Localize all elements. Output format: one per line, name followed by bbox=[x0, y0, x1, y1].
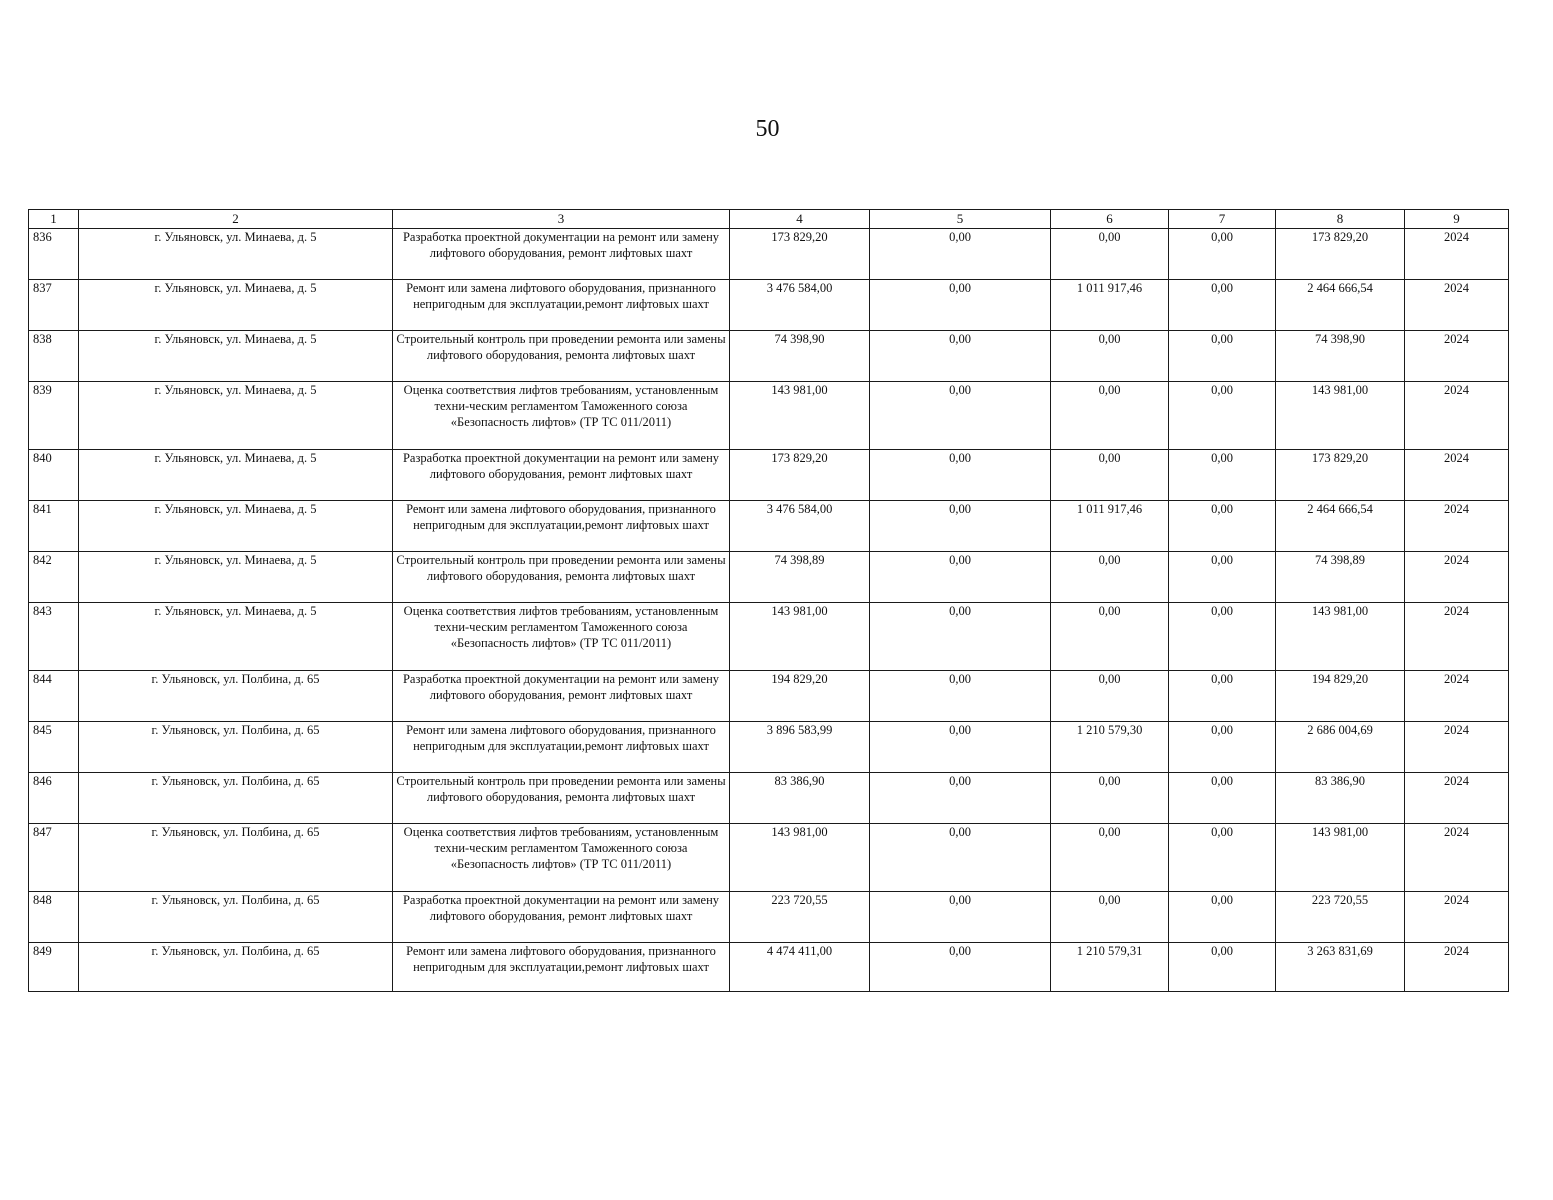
amount-cell: 223 720,55 bbox=[1276, 892, 1405, 943]
work-description-cell: Разработка проектной документации на ремонт или замену лифтового оборудования, ремонт лифтовых шахт bbox=[393, 229, 730, 280]
amount-cell: 0,00 bbox=[870, 501, 1051, 552]
amount-cell: 2 686 004,69 bbox=[1276, 722, 1405, 773]
amount-cell: 143 981,00 bbox=[730, 824, 870, 892]
work-description-cell: Строительный контроль при проведении ремонта или замены лифтового оборудования, ремонта лифтовых шахт bbox=[393, 331, 730, 382]
work-description-cell: Разработка проектной документации на ремонт или замену лифтового оборудования, ремонт лифтовых шахт bbox=[393, 892, 730, 943]
row-number: 847 bbox=[29, 824, 79, 892]
amount-cell: 0,00 bbox=[1169, 773, 1276, 824]
amount-cell: 0,00 bbox=[870, 943, 1051, 992]
amount-cell: 0,00 bbox=[870, 450, 1051, 501]
amount-cell: 0,00 bbox=[870, 331, 1051, 382]
amount-cell: 0,00 bbox=[1169, 450, 1276, 501]
row-number: 840 bbox=[29, 450, 79, 501]
table-row bbox=[29, 280, 1509, 331]
amount-cell: 143 981,00 bbox=[1276, 382, 1405, 450]
amount-cell: 3 476 584,00 bbox=[730, 280, 870, 331]
amount-cell: 1 011 917,46 bbox=[1051, 501, 1169, 552]
address-cell: г. Ульяновск, ул. Полбина, д. 65 bbox=[79, 943, 393, 992]
table-row bbox=[29, 824, 1509, 892]
amount-cell: 0,00 bbox=[1051, 382, 1169, 450]
table-row bbox=[29, 773, 1509, 824]
amount-cell: 0,00 bbox=[1169, 943, 1276, 992]
amount-cell: 0,00 bbox=[1051, 824, 1169, 892]
table-row bbox=[29, 943, 1509, 992]
amount-cell: 3 476 584,00 bbox=[730, 501, 870, 552]
works-table bbox=[28, 209, 1509, 992]
table-row bbox=[29, 331, 1509, 382]
row-number: 841 bbox=[29, 501, 79, 552]
amount-cell: 0,00 bbox=[1169, 722, 1276, 773]
address-cell: г. Ульяновск, ул. Минаева, д. 5 bbox=[79, 331, 393, 382]
column-header: 3 bbox=[393, 210, 730, 229]
column-header: 7 bbox=[1169, 210, 1276, 229]
amount-cell: 223 720,55 bbox=[730, 892, 870, 943]
address-cell: г. Ульяновск, ул. Полбина, д. 65 bbox=[79, 892, 393, 943]
table-row bbox=[29, 892, 1509, 943]
amount-cell: 0,00 bbox=[870, 552, 1051, 603]
year-cell: 2024 bbox=[1405, 229, 1509, 280]
address-cell: г. Ульяновск, ул. Полбина, д. 65 bbox=[79, 773, 393, 824]
amount-cell: 0,00 bbox=[870, 824, 1051, 892]
amount-cell: 3 263 831,69 bbox=[1276, 943, 1405, 992]
column-header: 9 bbox=[1405, 210, 1509, 229]
row-number: 839 bbox=[29, 382, 79, 450]
row-number: 843 bbox=[29, 603, 79, 671]
amount-cell: 0,00 bbox=[870, 280, 1051, 331]
address-cell: г. Ульяновск, ул. Полбина, д. 65 bbox=[79, 671, 393, 722]
amount-cell: 0,00 bbox=[1169, 331, 1276, 382]
amount-cell: 4 474 411,00 bbox=[730, 943, 870, 992]
amount-cell: 0,00 bbox=[1169, 229, 1276, 280]
page-number: 50 bbox=[755, 116, 780, 142]
address-cell: г. Ульяновск, ул. Полбина, д. 65 bbox=[79, 722, 393, 773]
address-cell: г. Ульяновск, ул. Минаева, д. 5 bbox=[79, 603, 393, 671]
year-cell: 2024 bbox=[1405, 382, 1509, 450]
amount-cell: 194 829,20 bbox=[730, 671, 870, 722]
amount-cell: 143 981,00 bbox=[730, 382, 870, 450]
amount-cell: 83 386,90 bbox=[730, 773, 870, 824]
row-number: 837 bbox=[29, 280, 79, 331]
amount-cell: 0,00 bbox=[1169, 603, 1276, 671]
year-cell: 2024 bbox=[1405, 892, 1509, 943]
amount-cell: 0,00 bbox=[1051, 331, 1169, 382]
year-cell: 2024 bbox=[1405, 501, 1509, 552]
column-header: 5 bbox=[870, 210, 1051, 229]
amount-cell: 0,00 bbox=[1051, 603, 1169, 671]
amount-cell: 1 210 579,31 bbox=[1051, 943, 1169, 992]
year-cell: 2024 bbox=[1405, 722, 1509, 773]
year-cell: 2024 bbox=[1405, 280, 1509, 331]
amount-cell: 143 981,00 bbox=[1276, 824, 1405, 892]
table-row bbox=[29, 671, 1509, 722]
amount-cell: 74 398,90 bbox=[1276, 331, 1405, 382]
amount-cell: 0,00 bbox=[1169, 280, 1276, 331]
row-number: 842 bbox=[29, 552, 79, 603]
address-cell: г. Ульяновск, ул. Полбина, д. 65 bbox=[79, 824, 393, 892]
amount-cell: 173 829,20 bbox=[730, 229, 870, 280]
amount-cell: 0,00 bbox=[1169, 501, 1276, 552]
amount-cell: 1 210 579,30 bbox=[1051, 722, 1169, 773]
year-cell: 2024 bbox=[1405, 943, 1509, 992]
address-cell: г. Ульяновск, ул. Минаева, д. 5 bbox=[79, 450, 393, 501]
amount-cell: 0,00 bbox=[870, 229, 1051, 280]
address-cell: г. Ульяновск, ул. Минаева, д. 5 bbox=[79, 382, 393, 450]
year-cell: 2024 bbox=[1405, 671, 1509, 722]
amount-cell: 173 829,20 bbox=[730, 450, 870, 501]
work-description-cell: Разработка проектной документации на ремонт или замену лифтового оборудования, ремонт лифтовых шахт bbox=[393, 671, 730, 722]
row-number: 845 bbox=[29, 722, 79, 773]
column-header: 6 bbox=[1051, 210, 1169, 229]
work-description-cell: Оценка соответствия лифтов требованиям, установленным техни-ческим регламентом Таможенного союза «Безопасность лифтов» (ТР ТС 011/2011) bbox=[393, 824, 730, 892]
amount-cell: 0,00 bbox=[870, 671, 1051, 722]
amount-cell: 173 829,20 bbox=[1276, 229, 1405, 280]
year-cell: 2024 bbox=[1405, 552, 1509, 603]
column-header: 1 bbox=[29, 210, 79, 229]
works-table-container bbox=[28, 209, 1509, 992]
address-cell: г. Ульяновск, ул. Минаева, д. 5 bbox=[79, 501, 393, 552]
table-row bbox=[29, 722, 1509, 773]
row-number: 836 bbox=[29, 229, 79, 280]
year-cell: 2024 bbox=[1405, 603, 1509, 671]
amount-cell: 74 398,89 bbox=[730, 552, 870, 603]
amount-cell: 143 981,00 bbox=[1276, 603, 1405, 671]
amount-cell: 0,00 bbox=[1169, 892, 1276, 943]
address-cell: г. Ульяновск, ул. Минаева, д. 5 bbox=[79, 280, 393, 331]
amount-cell: 173 829,20 bbox=[1276, 450, 1405, 501]
table-row bbox=[29, 450, 1509, 501]
amount-cell: 194 829,20 bbox=[1276, 671, 1405, 722]
amount-cell: 2 464 666,54 bbox=[1276, 501, 1405, 552]
work-description-cell: Ремонт или замена лифтового оборудования, признанного непригодным для эксплуатации,ремонт лифтовых шахт bbox=[393, 722, 730, 773]
year-cell: 2024 bbox=[1405, 450, 1509, 501]
year-cell: 2024 bbox=[1405, 331, 1509, 382]
work-description-cell: Строительный контроль при проведении ремонта или замены лифтового оборудования, ремонта лифтовых шахт bbox=[393, 552, 730, 603]
row-number: 844 bbox=[29, 671, 79, 722]
amount-cell: 0,00 bbox=[1051, 229, 1169, 280]
table-row bbox=[29, 501, 1509, 552]
amount-cell: 0,00 bbox=[1169, 671, 1276, 722]
amount-cell: 0,00 bbox=[1169, 552, 1276, 603]
row-number: 846 bbox=[29, 773, 79, 824]
work-description-cell: Ремонт или замена лифтового оборудования, признанного непригодным для эксплуатации,ремонт лифтовых шахт bbox=[393, 501, 730, 552]
work-description-cell: Ремонт или замена лифтового оборудования, признанного непригодным для эксплуатации,ремонт лифтовых шахт bbox=[393, 280, 730, 331]
amount-cell: 0,00 bbox=[870, 382, 1051, 450]
column-header: 8 bbox=[1276, 210, 1405, 229]
amount-cell: 143 981,00 bbox=[730, 603, 870, 671]
amount-cell: 0,00 bbox=[1051, 892, 1169, 943]
amount-cell: 83 386,90 bbox=[1276, 773, 1405, 824]
header-row bbox=[29, 210, 1509, 229]
amount-cell: 0,00 bbox=[870, 722, 1051, 773]
table-row bbox=[29, 552, 1509, 603]
amount-cell: 0,00 bbox=[870, 603, 1051, 671]
amount-cell: 74 398,89 bbox=[1276, 552, 1405, 603]
amount-cell: 0,00 bbox=[870, 773, 1051, 824]
amount-cell: 74 398,90 bbox=[730, 331, 870, 382]
address-cell: г. Ульяновск, ул. Минаева, д. 5 bbox=[79, 552, 393, 603]
row-number: 849 bbox=[29, 943, 79, 992]
work-description-cell: Оценка соответствия лифтов требованиям, установленным техни-ческим регламентом Таможенного союза «Безопасность лифтов» (ТР ТС 011/2011) bbox=[393, 382, 730, 450]
row-number: 838 bbox=[29, 331, 79, 382]
address-cell: г. Ульяновск, ул. Минаева, д. 5 bbox=[79, 229, 393, 280]
work-description-cell: Оценка соответствия лифтов требованиям, установленным техни-ческим регламентом Таможенного союза «Безопасность лифтов» (ТР ТС 011/2011) bbox=[393, 603, 730, 671]
amount-cell: 2 464 666,54 bbox=[1276, 280, 1405, 331]
amount-cell: 1 011 917,46 bbox=[1051, 280, 1169, 331]
work-description-cell: Ремонт или замена лифтового оборудования, признанного непригодным для эксплуатации,ремонт лифтовых шахт bbox=[393, 943, 730, 992]
table-row bbox=[29, 603, 1509, 671]
amount-cell: 0,00 bbox=[1169, 824, 1276, 892]
work-description-cell: Строительный контроль при проведении ремонта или замены лифтового оборудования, ремонта лифтовых шахт bbox=[393, 773, 730, 824]
year-cell: 2024 bbox=[1405, 773, 1509, 824]
amount-cell: 0,00 bbox=[1051, 552, 1169, 603]
amount-cell: 0,00 bbox=[1051, 450, 1169, 501]
work-description-cell: Разработка проектной документации на ремонт или замену лифтового оборудования, ремонт лифтовых шахт bbox=[393, 450, 730, 501]
amount-cell: 0,00 bbox=[870, 892, 1051, 943]
amount-cell: 0,00 bbox=[1169, 382, 1276, 450]
table-row bbox=[29, 229, 1509, 280]
column-header: 2 bbox=[79, 210, 393, 229]
row-number: 848 bbox=[29, 892, 79, 943]
amount-cell: 0,00 bbox=[1051, 773, 1169, 824]
table-row bbox=[29, 382, 1509, 450]
amount-cell: 0,00 bbox=[1051, 671, 1169, 722]
amount-cell: 3 896 583,99 bbox=[730, 722, 870, 773]
column-header: 4 bbox=[730, 210, 870, 229]
year-cell: 2024 bbox=[1405, 824, 1509, 892]
